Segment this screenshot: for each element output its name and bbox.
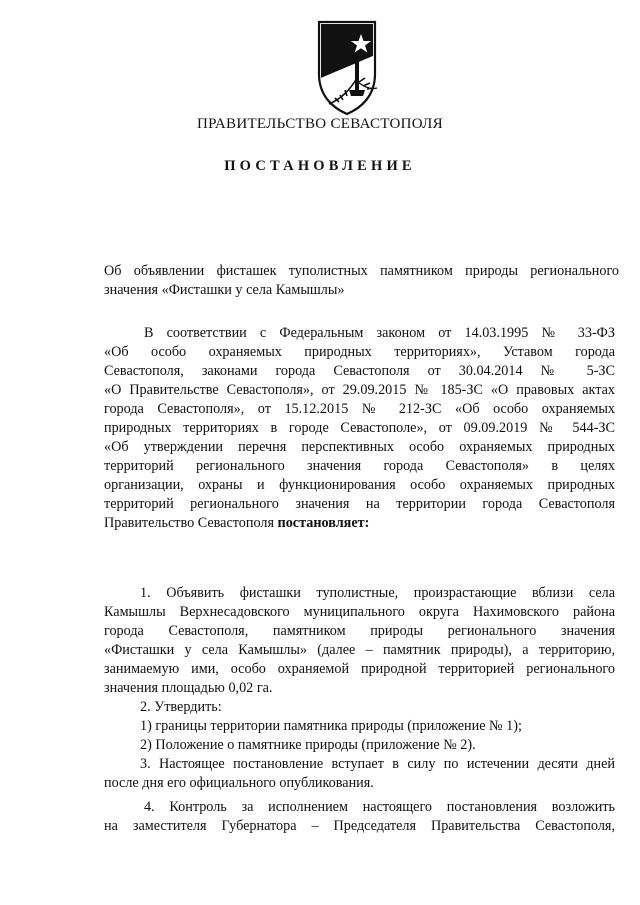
item-line: 1. Объявить фисташки туполистные, произрастающие вблизи села — [140, 585, 615, 601]
item-1-paragraph — [104, 584, 615, 793]
preamble-line: территорий регионального значения на территории города Севастополя — [104, 496, 615, 512]
document-subject — [104, 262, 619, 300]
preamble-line: территорий регионального значения города Севастополя» в целях — [104, 458, 615, 474]
preamble-line: «Об особо охраняемых природных территориях», Уставом города — [104, 344, 615, 360]
item-line: 1) границы территории памятника природы (приложение № 1); — [140, 718, 522, 734]
preamble-line: города Севастополя», от 15.12.2015 № 212-ЗС «Об особо охраняемых — [104, 401, 615, 417]
item-line: 2) Положение о памятнике природы (приложение № 2). — [140, 737, 476, 753]
document-type-title: ПОСТАНОВЛЕНИЕ — [224, 158, 416, 174]
item-line: Камышлы Верхнесадовского муниципального округа Нахимовского района — [104, 604, 615, 620]
item-line: на заместителя Губернатора – Председателя Правительства Севастополя, — [104, 818, 615, 834]
preamble-line: организации, охраны и функционирования особо охраняемых природных — [104, 477, 615, 493]
preamble-line: природных территориях в городе Севастополе», от 09.09.2019 № 544-ЗС — [104, 420, 615, 436]
preamble-line: В соответствии с Федеральным законом от 14.03.1995 № 33-ФЗ — [144, 325, 615, 341]
item-line: после дня его официального опубликования. — [104, 775, 374, 791]
item-line: города Севастополя, памятником природы регионального значения — [104, 623, 615, 639]
item-line: 4. Контроль за исполнением настоящего постановления возложить — [144, 799, 615, 815]
item-line: «Фисташки у села Камышлы» (далее – памятник природы), а территорию, — [104, 642, 615, 658]
subject-line: значения «Фисташки у села Камышлы» — [104, 282, 345, 298]
item-line: занимаемую ими, особо охраняемой природной территорией регионального — [104, 661, 615, 677]
preamble-line — [104, 514, 615, 533]
preamble-line: «О Правительстве Севастополя», от 29.09.2015 № 185-ЗС «О правовых актах — [104, 382, 615, 398]
item-4-paragraph — [104, 798, 615, 836]
item-line: значения площадью 0,02 га. — [104, 680, 273, 696]
preamble-line: Севастополя, законами города Севастополя от 30.04.2014 № 5-ЗС — [104, 363, 615, 379]
subject-line: Об объявлении фисташек туполистных памятником природы регионального — [104, 263, 619, 279]
preamble-paragraph — [104, 324, 615, 533]
item-line: 2. Утвердить: — [140, 699, 222, 715]
item-line: 3. Настоящее постановление вступает в силу по истечении десяти дней — [140, 756, 615, 772]
coat-of-arms-emblem — [299, 16, 395, 116]
government-name: ПРАВИТЕЛЬСТВО СЕВАСТОПОЛЯ — [197, 116, 443, 132]
preamble-line: «Об утверждении перечня перспективных особо охраняемых природных — [104, 439, 615, 455]
resolves-keyword: постановляет: — [277, 515, 370, 531]
preamble-last-text: Правительство Севастополя — [104, 515, 278, 531]
